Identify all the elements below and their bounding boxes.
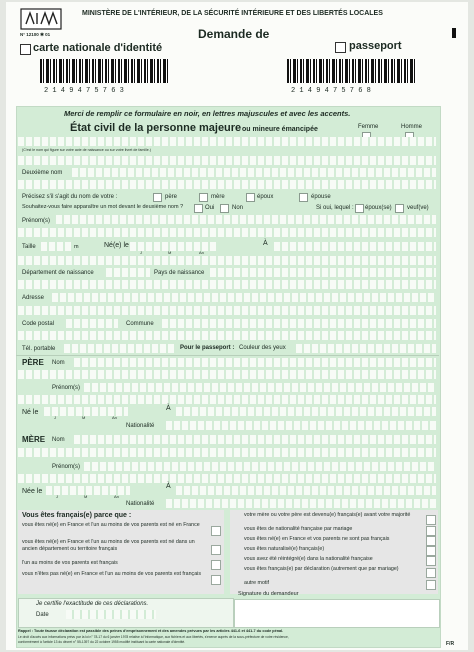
nat-left-checkbox-1[interactable] (211, 526, 221, 536)
pere-prenoms-input-2[interactable] (18, 395, 436, 404)
nat-right-checkbox-6[interactable] (426, 568, 436, 578)
mere-year-caption: An (114, 494, 119, 499)
nat-right-item-4: vous êtes naturalisé(e) français(e) (244, 546, 325, 552)
veuf-ve-checkbox[interactable] (395, 204, 404, 213)
prenoms-label: Prénom(s) (22, 218, 51, 224)
nat-left-checkbox-4[interactable] (211, 575, 221, 585)
nat-left-checkbox-2[interactable] (211, 545, 221, 555)
barcode-passport (287, 59, 417, 83)
femme-label: Femme (358, 124, 379, 130)
pere-nationalite-input[interactable] (166, 421, 436, 430)
nat-left-item-2: vous êtes né(e) en France et l'un au moins de vos parents est né dans un ancien département ou territoire français (22, 539, 195, 552)
souhaitez-label: Souhaitez-vous faire apparaître un mot devant le deuxième nom ? (22, 204, 184, 210)
pere-month-caption: M (82, 415, 86, 420)
mere-month-caption: M (84, 494, 88, 499)
mere-nee-le-label: Née le (22, 488, 43, 495)
pere-nom-input[interactable] (74, 358, 436, 367)
tel-input[interactable] (64, 344, 174, 353)
nat-left-checkbox-3[interactable] (211, 560, 221, 570)
nat-right-checkbox-3[interactable] (426, 536, 436, 546)
mere-nationalite-label: Nationalité (126, 501, 155, 507)
adresse-input-2[interactable] (18, 306, 436, 315)
republique-logo-icon (20, 8, 62, 30)
tel-label: Tél. portable (22, 346, 56, 352)
passport-option-label: passeport (349, 40, 402, 52)
commune-input-2[interactable] (18, 331, 436, 340)
cni-checkbox[interactable] (20, 44, 31, 55)
mere-nom-label: Nom (52, 437, 65, 443)
epoux-label: époux (257, 194, 274, 200)
commune-input[interactable] (162, 319, 436, 328)
form-number: N° 12100 ✱ 01 (20, 32, 51, 37)
epouse-label: épouse (311, 194, 331, 200)
taille-input[interactable] (41, 242, 71, 251)
oui-label: Oui (205, 205, 215, 211)
nat-right-item-2: vous êtes de nationalité française par mariage (244, 526, 353, 532)
pere-prenoms-input[interactable] (84, 383, 436, 392)
date-label: Date (36, 612, 49, 618)
nat-right-item-6: vous êtes français(e) par déclaration (autrement que par mariage) (244, 566, 399, 572)
si-oui-label: Si oui, lequel : (316, 205, 354, 211)
mere-checkbox[interactable] (199, 193, 208, 202)
mere-nom-input-2[interactable] (18, 448, 436, 457)
nat-left-item-1: vous êtes né(e) en France et l'un au moins de vos parents est né en France (22, 522, 200, 528)
nom-input[interactable] (18, 137, 436, 146)
nom-input-2[interactable] (18, 156, 436, 165)
pays-label: Pays de naissance (154, 270, 205, 276)
demande-title: Demande de (198, 27, 270, 41)
non-label: Non (232, 205, 244, 211)
mere-prenoms-input[interactable] (84, 462, 436, 471)
nat-right-checkbox-5[interactable] (426, 556, 436, 566)
nat-right-item-7: autre motif (244, 580, 270, 586)
nationality-right-list (244, 512, 420, 589)
nat-right-item-5: vous avez été réintégré(e) dans la nationalité française (244, 556, 373, 562)
taille-label: Taille (22, 244, 36, 250)
taille-unit: m (74, 244, 79, 250)
epoux-se-checkbox[interactable] (355, 204, 364, 213)
couleur-yeux-label: Couleur des yeux (239, 345, 286, 351)
mere-birthplace-input[interactable] (176, 486, 436, 495)
code-postal-input[interactable] (66, 319, 118, 328)
prenoms-input[interactable] (56, 215, 436, 224)
oui-checkbox[interactable] (194, 204, 203, 213)
pere-checkbox[interactable] (153, 193, 162, 202)
epoux-se-label: époux(se) (365, 205, 392, 211)
non-checkbox[interactable] (220, 204, 229, 213)
adresse-label: Adresse (22, 295, 45, 301)
deuxieme-nom-input[interactable] (72, 168, 436, 177)
pere-nationalite-label: Nationalité (126, 423, 155, 429)
page-indicator: F/R (446, 641, 455, 647)
nationality-title: Vous êtes français(e) parce que : (22, 512, 132, 519)
pays-input-2[interactable] (18, 280, 436, 289)
mere-prenoms-input-2[interactable] (18, 474, 436, 483)
departement-input[interactable] (106, 268, 150, 277)
birthplace-input-2[interactable] (18, 256, 436, 265)
pere-nom-input-2[interactable] (18, 370, 436, 379)
barcode-passport-number: 2 1 4 9 4 7 5 7 6 8 (291, 87, 371, 95)
pere-year-caption: An (112, 415, 117, 420)
pere-birthplace-label: À (166, 405, 171, 412)
nat-left-item-3: l'un au moins de vos parents est français (22, 560, 118, 566)
pere-birthplace-input[interactable] (176, 407, 436, 416)
homme-label: Homme (401, 124, 423, 130)
separator-parents (16, 355, 439, 356)
pere-label: père (165, 194, 178, 200)
nationality-left-list (22, 522, 208, 587)
birthplace-label: À (263, 240, 268, 247)
couleur-yeux-input[interactable] (296, 344, 436, 353)
mere-section-title: MÈRE (22, 435, 46, 444)
nat-right-checkbox-2[interactable] (426, 526, 436, 536)
mere-birthplace-label: À (166, 483, 171, 490)
nat-right-item-1: votre mère ou votre père est devenu(e) français(e) avant votre majorité (244, 512, 411, 518)
etat-civil-subtitle: ou mineure émancipée (242, 126, 318, 133)
signature-box[interactable] (234, 599, 440, 628)
etat-civil-title: État civil de la personne majeure (70, 122, 242, 134)
epouse-checkbox[interactable] (299, 193, 308, 202)
birth-month-caption: M (168, 250, 172, 255)
footer-line-2: Le droit d'accès aux informations prévu par la loi n° 78-17 du 6 janvier 1978 relative à l'informatique, aux fichiers et aux libertés, s'exerce auprès de la sous-préfecture de votre résidence, (18, 635, 289, 639)
commune-label: Commune (126, 321, 154, 327)
deuxieme-nom-label: Deuxième nom (22, 170, 63, 176)
mere-nationalite-input[interactable] (166, 499, 436, 508)
ministry-title: MINISTÈRE DE L'INTÉRIEUR, DE LA SÉCURITÉ INTÉRIEURE ET DES LIBERTÉS LOCALES (82, 10, 383, 17)
nat-right-checkbox-1[interactable] (426, 515, 436, 525)
birthplace-input[interactable] (274, 242, 436, 251)
pere-day-caption: J (54, 415, 56, 420)
mere-label: mère (211, 194, 225, 200)
certification-text: Je certifie l'exactitude de ces déclarations. (36, 601, 149, 607)
date-input[interactable] (66, 610, 156, 619)
form-page (6, 2, 468, 650)
signature-label: Signature du demandeur (238, 591, 299, 597)
prenoms-input-2[interactable] (18, 228, 436, 237)
birth-day-caption: J (140, 250, 142, 255)
pere-section-title: PÈRE (22, 358, 44, 367)
nat-right-checkbox-7[interactable] (426, 580, 436, 590)
passport-checkbox[interactable] (335, 42, 346, 53)
mere-nom-input[interactable] (74, 435, 436, 444)
mere-day-caption: J (56, 494, 58, 499)
deuxieme-nom-input-2[interactable] (18, 180, 436, 189)
epoux-checkbox[interactable] (246, 193, 255, 202)
veuf-ve-label: veuf(ve) (407, 205, 429, 211)
pere-nom-label: Nom (52, 360, 65, 366)
footer-line-3: conformément à l'article 13 du décret n° 55-1397 du 22 octobre 1955 modifié instituant la carte nationale d'identité. (18, 640, 186, 644)
nat-right-checkbox-4[interactable] (426, 546, 436, 556)
pour-passeport-label: Pour le passeport : (180, 345, 235, 351)
ne-le-label: Né(e) le (104, 242, 129, 249)
pays-input[interactable] (210, 268, 436, 277)
pere-ne-le-label: Né le (22, 409, 39, 416)
pere-prenoms-label: Prénom(s) (52, 385, 81, 391)
departement-label: Département de naissance (22, 270, 94, 276)
nat-left-item-4: vous n'êtes pas né(e) en France et l'un au moins de vos parents est français (22, 571, 201, 577)
barcode-cni (40, 59, 170, 83)
birth-year-caption: An (199, 250, 204, 255)
instructions: Merci de remplir ce formulaire en noir, en lettres majuscules et avec les accents. (64, 109, 351, 118)
precisez-label: Précisez s'il s'agit du nom de votre : (22, 194, 118, 200)
mere-prenoms-label: Prénom(s) (52, 464, 81, 470)
barcode-cni-number: 2 1 4 9 4 7 5 7 6 3 (44, 87, 124, 95)
nom-note: (C'est le nom qui figure sur votre acte de naissance ou sur votre livret de famille.) (22, 148, 151, 152)
nat-right-item-3: vous êtes né(e) en France et vos parents ne sont pas français (244, 536, 390, 542)
adresse-input[interactable] (52, 293, 436, 302)
cni-option-label: carte nationale d'identité (33, 42, 163, 54)
corner-mark (452, 28, 456, 38)
code-postal-label: Code postal (22, 321, 55, 327)
footer-rappel: Rappel : Toute fausse déclaration est passible des peines d'emprisonnement et des amendes prévues par les articles 441-6 et 441-7 du code pénal. (18, 629, 284, 633)
